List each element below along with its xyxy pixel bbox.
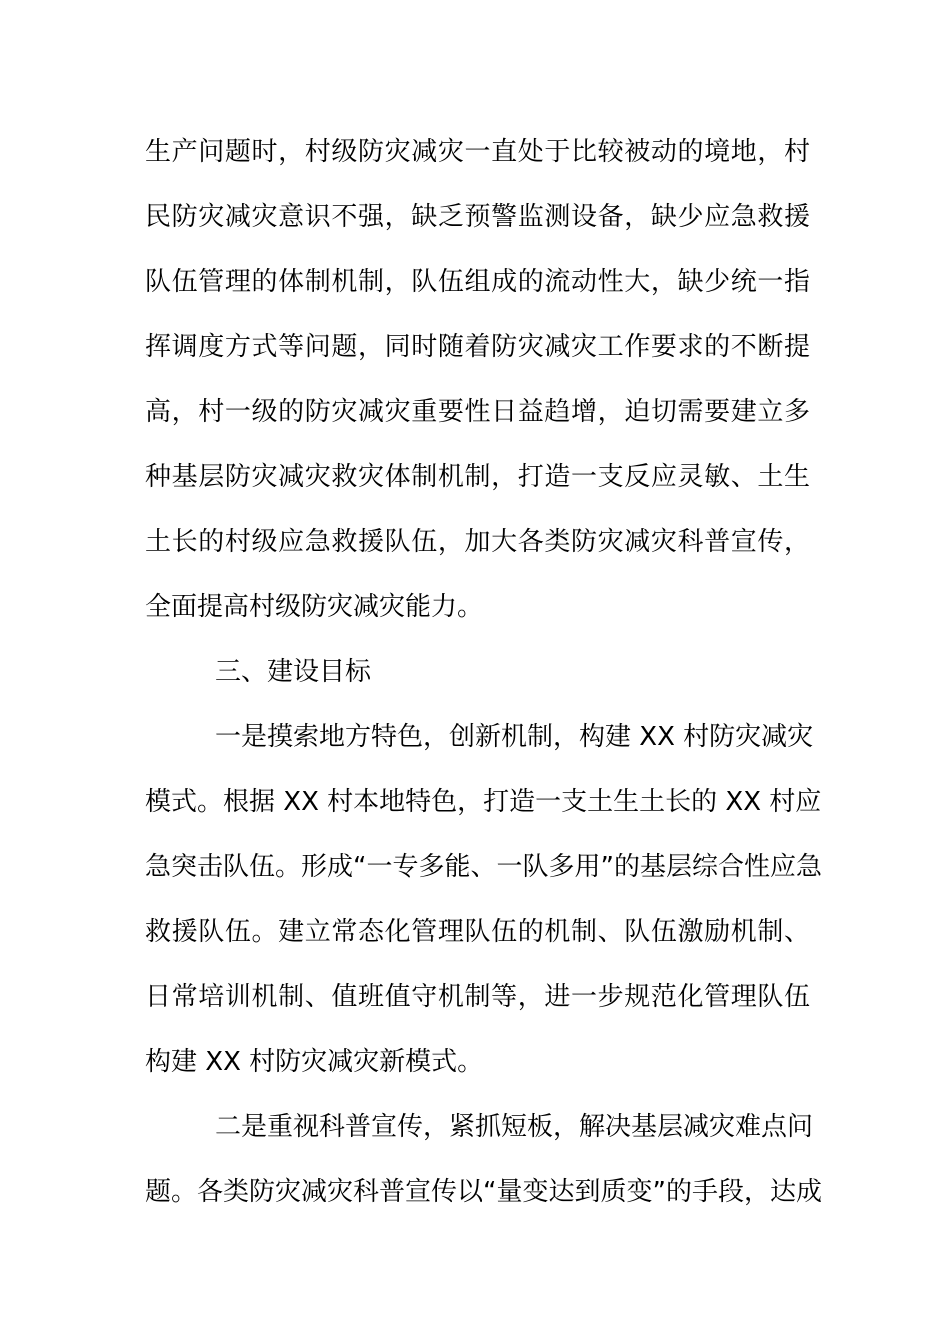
document-body: [145, 120, 822, 1225]
section-heading: 三、建设目标: [215, 657, 372, 687]
paragraph-first-line: 一是摸索地方特色，创新机制，构建 XX 村防灾减灾: [215, 722, 814, 752]
text-line: 高，村一级的防灾减灾重要性日益趋增，迫切需要建立多: [145, 397, 810, 427]
text-line: 救援队伍。建立常态化管理队伍的机制、队伍激励机制、: [145, 917, 810, 947]
text-line: 生产问题时，村级防灾减灾一直处于比较被动的境地，村: [145, 137, 810, 167]
text-line: 模式。根据 XX 村本地特色，打造一支土生土长的 XX 村应: [145, 787, 822, 817]
paragraph-last-line: 全面提高村级防灾减灾能力。: [145, 592, 484, 622]
text-line: 急突击队伍。形成“一专多能、一队多用”的基层综合性应急: [145, 852, 822, 882]
paragraph-first-line: 二是重视科普宣传，紧抓短板，解决基层减灾难点问: [215, 1112, 814, 1142]
text-line: 挥调度方式等问题，同时随着防灾减灾工作要求的不断提: [145, 332, 810, 362]
paragraph-last-line: 构建 XX 村防灾减灾新模式。: [145, 1047, 484, 1077]
text-line: 日常培训机制、值班值守机制等，进一步规范化管理队伍: [145, 982, 810, 1012]
text-line: 题。各类防灾减灾科普宣传以“量变达到质变”的手段，达成: [145, 1177, 822, 1207]
text-line: 民防灾减灾意识不强，缺乏预警监测设备，缺少应急救援: [145, 202, 810, 232]
text-line: 土长的村级应急救援队伍，加大各类防灾减灾科普宣传，: [145, 527, 810, 557]
text-line: 队伍管理的体制机制，队伍组成的流动性大，缺少统一指: [145, 267, 810, 297]
text-line: 种基层防灾减灾救灾体制机制，打造一支反应灵敏、土生: [145, 462, 810, 492]
